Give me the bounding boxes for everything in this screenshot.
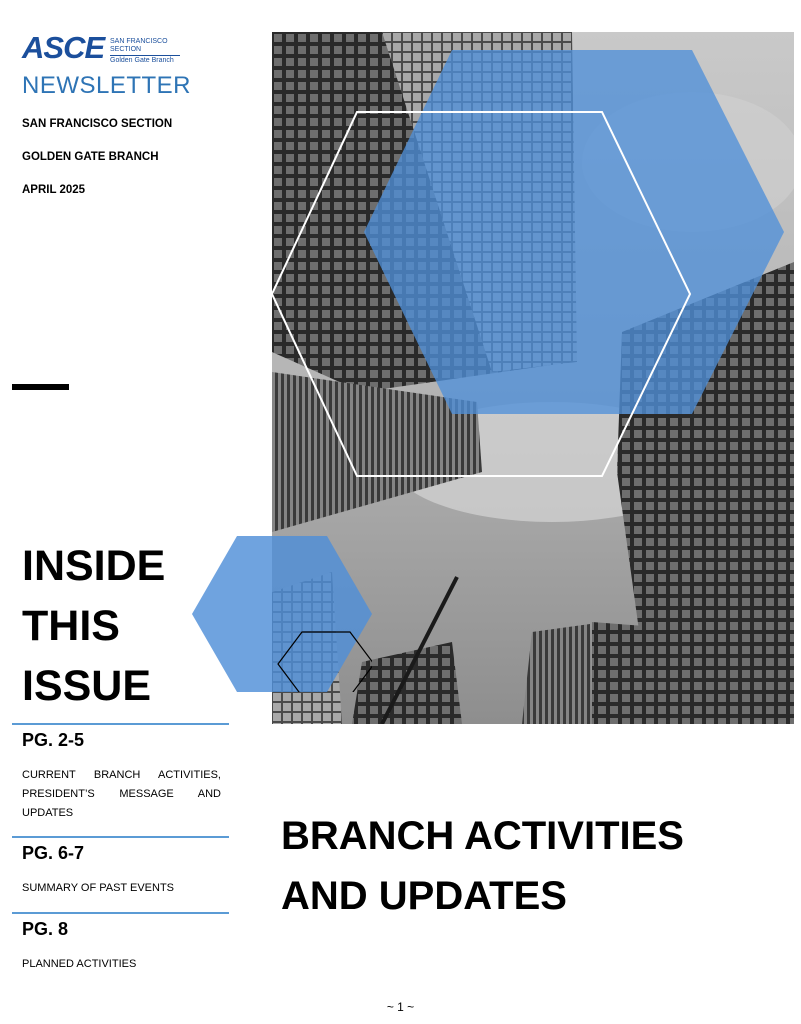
decorative-hexagon bbox=[192, 536, 372, 692]
inside-this-issue-heading bbox=[22, 536, 165, 716]
page-number: ~ 1 ~ bbox=[386, 1000, 415, 1014]
newsletter-heading: NEWSLETTER bbox=[22, 72, 192, 99]
branch-name: GOLDEN GATE BRANCH bbox=[22, 151, 159, 163]
toc-pages: PG. 2-5 bbox=[22, 730, 85, 750]
logo-sub-line2: SECTION bbox=[110, 46, 142, 53]
toc-pages: PG. 6-7 bbox=[22, 843, 85, 863]
cover-title-line1: BRANCH ACTIVITIES bbox=[281, 814, 684, 858]
cover-title bbox=[281, 806, 684, 926]
inside-line3: ISSUE bbox=[22, 662, 152, 710]
asce-logo bbox=[22, 30, 182, 70]
inside-line1: INSIDE bbox=[22, 542, 166, 590]
accent-dash bbox=[12, 384, 69, 390]
issue-date: APRIL 2025 bbox=[22, 184, 86, 196]
logo-sub-line3: Golden Gate Branch bbox=[110, 57, 174, 64]
toc-pages: PG. 8 bbox=[22, 919, 69, 939]
toc-divider bbox=[12, 723, 229, 725]
toc-description: SUMMARY OF PAST EVENTS bbox=[22, 882, 174, 894]
logo-sub-line1: SAN FRANCISCO bbox=[110, 38, 168, 45]
toc-divider bbox=[12, 836, 229, 838]
logo-divider bbox=[110, 55, 180, 56]
section-name: SAN FRANCISCO SECTION bbox=[22, 118, 173, 130]
toc-divider bbox=[12, 912, 229, 914]
logo-brand: ASCE bbox=[22, 30, 105, 65]
logo-subtitle bbox=[110, 38, 180, 65]
toc-description: CURRENT BRANCH ACTIVITIES, PRESIDENT’S MESSAGE AND UPDATES bbox=[22, 769, 221, 819]
toc-description: PLANNED ACTIVITIES bbox=[22, 958, 137, 970]
cover-title-line2: AND UPDATES bbox=[281, 874, 567, 918]
inside-line2: THIS bbox=[22, 602, 120, 650]
